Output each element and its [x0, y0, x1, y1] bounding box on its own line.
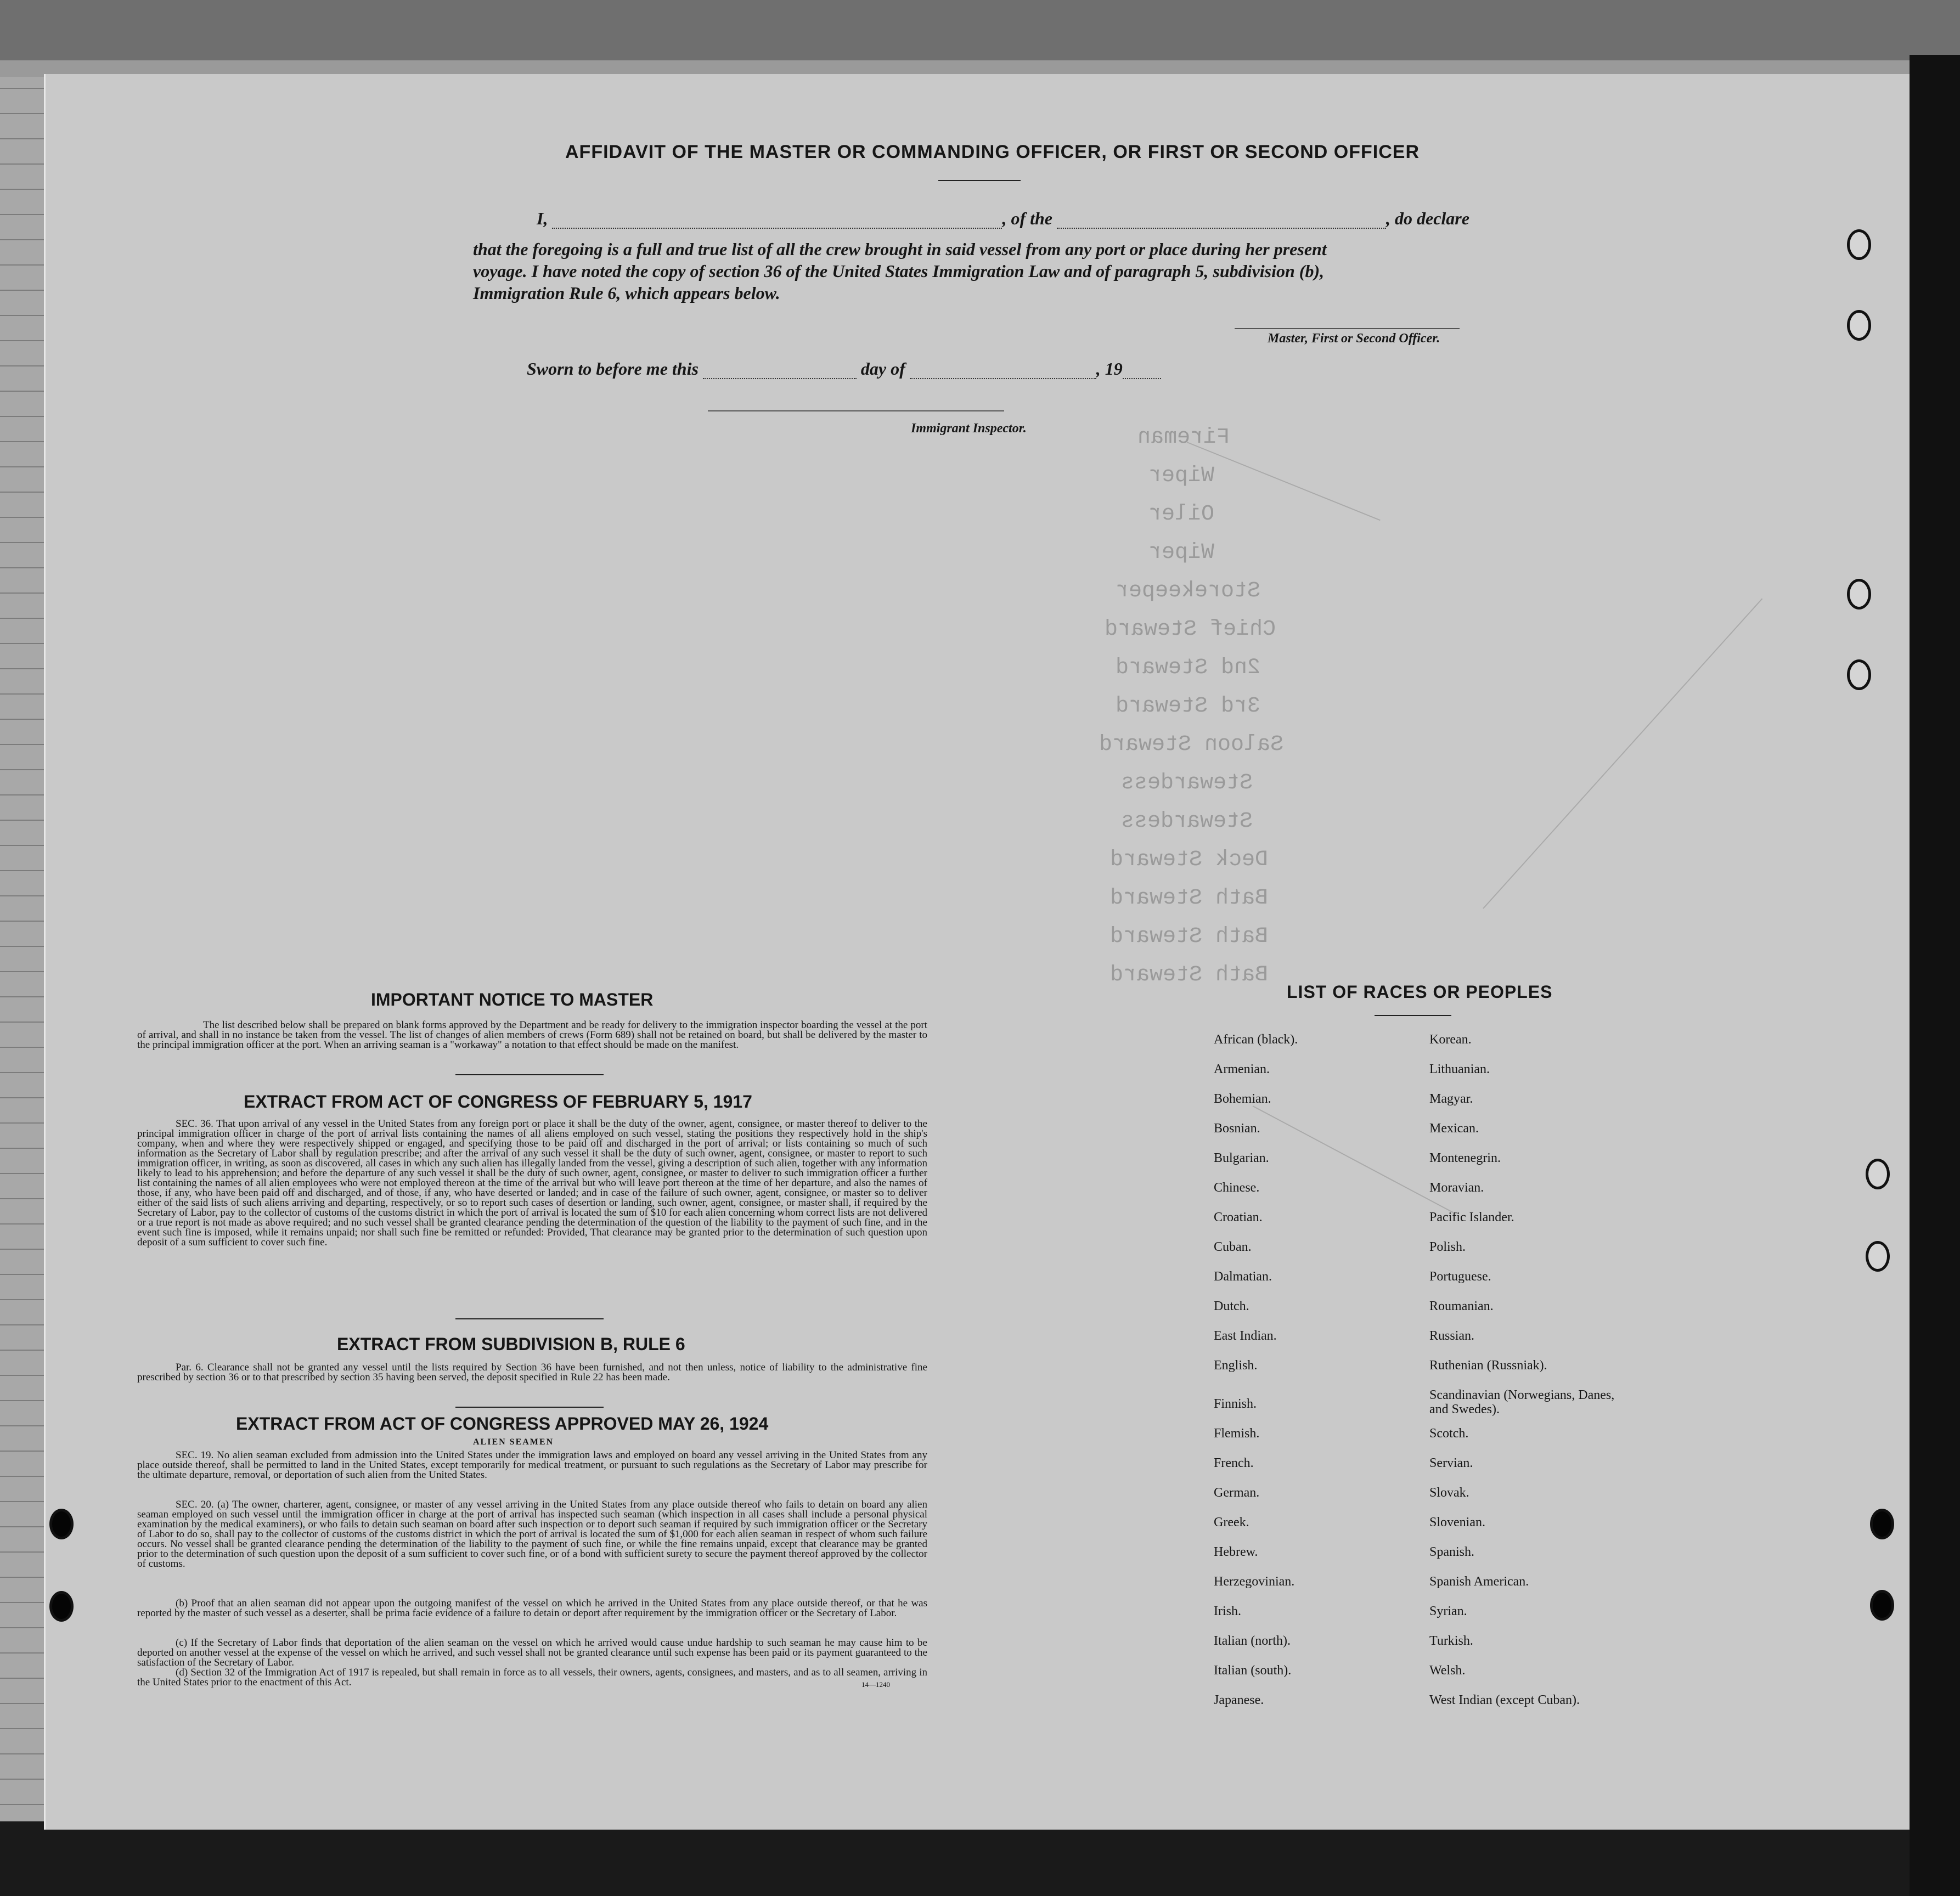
edge-rule [0, 895, 44, 896]
bleed-through-text: Bath Steward [1110, 924, 1269, 949]
sec20b-text: (b) Proof that an alien seaman did not appear upon the outgoing manifest of the vessel on which he arrived in the United States from any place outside thereof, or that he was reported by the master of such vessel as a deserter, shall be prima facie evidence of a failure to detain or deport after requirement by the immigration officer or the Secretary of Labor. [137, 1598, 927, 1619]
race-item: Croatian. [1214, 1210, 1263, 1224]
edge-rule [0, 1274, 44, 1275]
edge-rule [0, 1375, 44, 1376]
bleed-through-text: Bath Steward [1110, 963, 1269, 988]
race-item: Flemish. [1214, 1426, 1260, 1441]
affidavit-line-3: voyage. I have noted the copy of section 36 of the United States Immigration Law and of paragraph 5, subdivision (b), [473, 261, 1325, 281]
edge-rule [0, 441, 44, 442]
race-item: Welsh. [1429, 1663, 1466, 1678]
race-item: East Indian. [1214, 1329, 1277, 1343]
edge-rule [0, 996, 44, 997]
sworn-year: , 19 [1096, 359, 1123, 379]
race-item: Roumanian. [1429, 1299, 1494, 1313]
bleed-through-text: Chief Steward [1105, 617, 1276, 642]
races-title-underline [1375, 1015, 1451, 1016]
affidavit-line-4: Immigration Rule 6, which appears below. [473, 283, 780, 303]
edge-rule [0, 1627, 44, 1628]
race-item: German. [1214, 1486, 1260, 1500]
edge-rule [0, 1678, 44, 1679]
bleed-through-text: Stewardess [1121, 771, 1253, 795]
race-item: Irish. [1214, 1604, 1241, 1618]
edge-rule [0, 693, 44, 695]
divider [455, 1407, 604, 1408]
edge-rule [0, 1753, 44, 1754]
master-signature-line[interactable] [1235, 328, 1460, 329]
race-item: Italian (south). [1214, 1663, 1292, 1678]
edge-rule [0, 290, 44, 291]
extract-1917-body: SEC. 36. That upon arrival of any vessel in the United States from any foreign port or place it shall be the duty of the owner, agent, consignee, or master thereof to deliver to the principal immigration officer in charge of the port of arrival lists containing the names of all aliens employed on such vessel, stating the positions they respectively hold in the ship's company, when and where they were respectively shipped or engaged, and specifying those to be paid off and discharged in the port of arrival; or lists containing so much of such information as the Secretary of Labor shall by regulation prescribe; and after the arrival of any such vessel it shall be the duty of such owner, agent, consignee, or master to report to such immigration officer, in writing, as soon as discovered, all cases in which any such alien has illegally landed from the vessel, giving a description of such alien, together with any information likely to lead to his apprehension; and before the departure of any such vessel it shall be the duty of such owner, agent, consignee, or master to deliver to such immigration officer a further list containing the names of all alien employees who were not employed thereon at the time of the arrival but who will leave port thereon at the time of her departure, and also the names of those, if any, who have been paid off and discharged, and of those, if any, who have deserted or landed; and in case of the failure of such owner, agent, consignee, or master so to deliver either of the said lists of such aliens arriving and departing, respectively, or so to report such cases of desertion or landing, such owner, agent, consignee, or master shall, if required by the Secretary of Labor, pay to the collector of customs of the customs district in which the port of arrival is located the sum of $10 for each alien concerning whom correct lists are not delivered or a true report is not made as above required; and no such vessel shall be granted clearance pending the determination of the question of the liability to the payment of such fine, and in the event such fine is imposed, while it remains unpaid; nor shall such fine be remitted or refunded: Provided, That clearance may be granted prior to the determination of such question upon deposit of a sum sufficient to cover such fine. [137, 1118, 927, 1248]
edge-rule [0, 1551, 44, 1553]
race-item: Chinese. [1214, 1181, 1260, 1195]
ghost-stroke [1253, 1105, 1457, 1215]
race-item: Bulgarian. [1214, 1151, 1269, 1165]
race-item: Turkish. [1429, 1634, 1473, 1648]
edge-rule [0, 113, 44, 114]
race-item: Scotch. [1429, 1426, 1469, 1441]
race-item: Cuban. [1214, 1240, 1252, 1254]
bleed-through-text: Wiper [1148, 464, 1215, 488]
punch-hole [1847, 659, 1871, 690]
edge-rule [0, 1350, 44, 1351]
affidavit-declaration-line [537, 208, 1469, 229]
race-item: Armenian. [1214, 1062, 1270, 1076]
edge-rule [0, 643, 44, 644]
affidavit-title: AFFIDAVIT OF THE MASTER OR COMMANDING OFFICER, OR FIRST OR SECOND OFFICER [565, 142, 1420, 162]
edge-rule [0, 592, 44, 594]
edge-rule [0, 1022, 44, 1023]
bleed-through-text: Oiler [1148, 502, 1215, 527]
race-item: Mexican. [1429, 1121, 1479, 1136]
punch-hole [1866, 1241, 1890, 1272]
edge-rule [0, 1249, 44, 1250]
race-item: Syrian. [1429, 1604, 1467, 1618]
edge-rule [0, 391, 44, 392]
race-item: Bohemian. [1214, 1092, 1271, 1106]
punch-hole [49, 1591, 74, 1622]
extract-1917-title: EXTRACT FROM ACT OF CONGRESS OF FEBRUARY 5, 1917 [244, 1092, 752, 1111]
bleed-through-text: Storekeeper [1116, 579, 1261, 603]
sworn-year-blank[interactable] [1123, 378, 1161, 379]
edge-rule [0, 340, 44, 341]
edge-rule [0, 870, 44, 871]
edge-rule [0, 567, 44, 568]
edge-rule [0, 845, 44, 846]
edge-rule [0, 1122, 44, 1124]
edge-rule [0, 189, 44, 190]
edge-rule [0, 542, 44, 543]
ghost-stroke [1483, 599, 1762, 909]
affidavit-of-the: , of the [1002, 208, 1052, 228]
affidavit-i: I, [537, 208, 548, 228]
bleed-through-text: Deck Steward [1110, 848, 1269, 872]
extract-rule6-title: EXTRACT FROM SUBDIVISION B, RULE 6 [337, 1334, 685, 1354]
edge-rule [0, 163, 44, 165]
edge-rule [0, 719, 44, 720]
edge-rule [0, 820, 44, 821]
race-item: Polish. [1429, 1240, 1466, 1254]
divider [455, 1074, 604, 1075]
race-item: Dutch. [1214, 1299, 1249, 1313]
vessel-blank[interactable] [1057, 228, 1386, 229]
edge-rule [0, 214, 44, 215]
bleed-through-text: Stewardess [1121, 809, 1253, 834]
races-title: LIST OF RACES OR PEOPLES [1287, 982, 1553, 1002]
sworn-day-of: day of [860, 359, 905, 379]
race-item: Servian. [1429, 1456, 1473, 1470]
edge-rule [0, 1223, 44, 1224]
race-item: Moravian. [1429, 1181, 1484, 1195]
sworn-prefix: Sworn to before me this [527, 359, 699, 379]
edge-rule [0, 1779, 44, 1780]
race-item: West Indian (except Cuban). [1429, 1693, 1580, 1707]
race-item: Bosnian. [1214, 1121, 1260, 1136]
race-item: Korean. [1429, 1032, 1472, 1047]
edge-rule [0, 1324, 44, 1325]
sworn-day-blank[interactable] [703, 378, 857, 379]
inspector-signature-line[interactable] [708, 410, 1004, 411]
race-item: African (black). [1214, 1032, 1298, 1047]
race-item: Dalmatian. [1214, 1269, 1272, 1284]
edge-rule [0, 1299, 44, 1300]
edge-rule [0, 1198, 44, 1199]
master-caption: Master, First or Second Officer. [1268, 331, 1440, 346]
edge-rule [0, 492, 44, 493]
sec20c-text: (c) If the Secretary of Labor finds that deportation of the alien seaman on the vessel on which he arrived would cause undue hardship to such seaman he may cause him to be deported on another vessel at the expense of the vessel on which he arrived, and such vessel shall not be granted clearance until such expense has been paid or its payment guaranteed to the satisfaction of the Secretary of Labor. [137, 1637, 927, 1668]
edge-rule [0, 1577, 44, 1578]
bleed-through-text: Saloon Steward [1099, 732, 1284, 757]
edge-rule [0, 1728, 44, 1729]
edge-rule [0, 1703, 44, 1704]
extract-rule6-body: Par. 6. Clearance shall not be granted any vessel until the lists required by Section 36 have been furnished, and not then unless, notice of liability to the administrative fine prescribed by section 36 or to that prescribed by section 35 having been served, the deposit specified in Rule 22 has been made. [137, 1362, 927, 1383]
edge-rule [0, 1526, 44, 1527]
edge-rule [0, 1148, 44, 1149]
sec19-text: SEC. 19. No alien seaman excluded from admission into the United States under the immigration laws and employed on board any vessel arriving in the United States from any place outside thereof, shall be permitted to land in the United States, except temporarily for medical treatment, or pursuant to such regulations as the Secretary of Labor may prescribe for the ultimate departure, removal, or deportation of such alien from the United States. [137, 1449, 927, 1481]
edge-rule [0, 1652, 44, 1654]
sec20d-text: (d) Section 32 of the Immigration Act of 1917 is repealed, but shall remain in force as to all vessels, their owners, agents, consignees, and masters, and as to all seamen, arriving in the United States prior to the enactment of this Act. [137, 1667, 927, 1688]
edge-rule [0, 744, 44, 745]
edge-rule [0, 1425, 44, 1426]
affidavit-do-declare: , do declare [1386, 208, 1469, 228]
sec20a-text: SEC. 20. (a) The owner, charterer, agent, consignee, or master of any vessel arriving in the United States from any place outside thereof who fails to detain on board any alien seaman employed on such vessel until the immigration officer in charge at the port of arrival has inspected such seaman (which inspection in all cases shall include a personal physical examination by the medical examiners), or who fails to detain such seaman on board after such inspection or to deport such seaman if required by such immigration officer or the Secretary of Labor to do so, shall pay to the collector of customs of the customs district in which the port of arrival is located the sum of $1,000 for each alien seaman in respect of whom such failure occurs. No vessel shall be granted clearance pending the determination of the liability to the payment of such fine, or while the fine remains unpaid, except that clearance may be granted prior to the determination of such question upon the deposit of a sum sufficient to cover such fine, or of a bond with sufficient surety to secure the payment thereof approved by the collector of customs. [137, 1499, 927, 1570]
bleed-through-text: Bath Steward [1110, 886, 1269, 911]
edge-rule [0, 466, 44, 467]
edge-rule [0, 769, 44, 770]
punch-hole [1847, 229, 1871, 260]
race-item: Italian (north). [1214, 1634, 1291, 1648]
punch-hole [1847, 579, 1871, 610]
form-number: 14—1240 [861, 1680, 890, 1689]
race-item: Hebrew. [1214, 1545, 1258, 1559]
race-item: Scandinavian (Norwegians, Danes, and Swedes). [1429, 1388, 1615, 1417]
scan-top-border [0, 0, 1960, 60]
divider [455, 1318, 604, 1319]
bleed-through-text: Wiper [1148, 540, 1215, 565]
race-item: Herzegovinian. [1214, 1575, 1295, 1589]
edge-rule [0, 138, 44, 139]
notice-body: The list described below shall be prepared on blank forms approved by the Department and be ready for delivery to the immigration inspector boarding the vessel at the port of arrival, and shall in no instance be taken from the vessel. The list of changes of alien members of crews (Form 689) shall not be retained on board, but shall be delivered by the master to the principal immigration officer at the port. When an arriving seaman is a "workaway" a notation to that effect should be made on the manifest. [137, 1019, 927, 1051]
edge-rule [0, 315, 44, 316]
edge-rule [0, 1072, 44, 1073]
race-item: French. [1214, 1456, 1254, 1470]
edge-rule [0, 88, 44, 89]
edge-rule [0, 517, 44, 518]
edge-rule [0, 264, 44, 266]
race-item: Japanese. [1214, 1693, 1264, 1707]
race-item: Lithuanian. [1429, 1062, 1490, 1076]
edge-rule [0, 239, 44, 240]
notice-title: IMPORTANT NOTICE TO MASTER [371, 990, 654, 1009]
edge-rule [0, 1047, 44, 1048]
edge-rule [0, 1501, 44, 1502]
name-blank[interactable] [552, 228, 1002, 229]
race-item: Pacific Islander. [1429, 1210, 1514, 1224]
punch-hole [1870, 1590, 1894, 1621]
edge-rule [0, 1173, 44, 1174]
bleed-through-text: Fireman [1137, 425, 1230, 450]
edge-rule [0, 794, 44, 795]
edge-rule [0, 1451, 44, 1452]
sworn-line [527, 359, 1161, 379]
edge-rule [0, 668, 44, 669]
edge-rule [0, 1097, 44, 1098]
race-item: Greek. [1214, 1515, 1249, 1530]
punch-hole [1866, 1159, 1890, 1189]
race-item: Russian. [1429, 1329, 1475, 1343]
right-sheet-shadow [1910, 55, 1960, 1896]
bleed-through-text: 3rd Steward [1116, 694, 1261, 719]
edge-rule [0, 1602, 44, 1603]
punch-hole [49, 1509, 74, 1539]
title-underline [938, 180, 1021, 181]
affidavit-line-2: that the foregoing is a full and true list of all the crew brought in said vessel from any port or place during her present [473, 239, 1327, 259]
edge-rule [0, 946, 44, 947]
edge-rule [0, 618, 44, 619]
edge-rule [0, 1476, 44, 1477]
race-item: Montenegrin. [1429, 1151, 1501, 1165]
edge-rule [0, 1804, 44, 1805]
ghost-stroke [1187, 442, 1381, 521]
alien-seamen-subtitle: ALIEN SEAMEN [473, 1437, 554, 1447]
bleed-through-text: 2nd Steward [1116, 656, 1261, 680]
edge-rule [0, 971, 44, 972]
race-item: English. [1214, 1358, 1258, 1373]
race-item: Spanish. [1429, 1545, 1475, 1559]
punch-hole [1847, 310, 1871, 341]
edge-rule [0, 365, 44, 366]
race-item: Slovenian. [1429, 1515, 1485, 1530]
race-item: Spanish American. [1429, 1575, 1529, 1589]
sworn-month-blank[interactable] [910, 378, 1096, 379]
race-item: Ruthenian (Russniak). [1429, 1358, 1547, 1373]
left-sheet-edge [0, 77, 44, 1821]
race-item: Portuguese. [1429, 1269, 1491, 1284]
extract-1924-title: EXTRACT FROM ACT OF CONGRESS APPROVED MAY 26, 1924 [236, 1414, 769, 1434]
race-item: Slovak. [1429, 1486, 1469, 1500]
edge-rule [0, 921, 44, 922]
edge-rule [0, 1400, 44, 1401]
punch-hole [1870, 1509, 1894, 1539]
race-item: Magyar. [1429, 1092, 1473, 1106]
edge-rule [0, 416, 44, 417]
inspector-caption: Immigrant Inspector. [911, 421, 1027, 436]
race-item: Finnish. [1214, 1397, 1257, 1411]
